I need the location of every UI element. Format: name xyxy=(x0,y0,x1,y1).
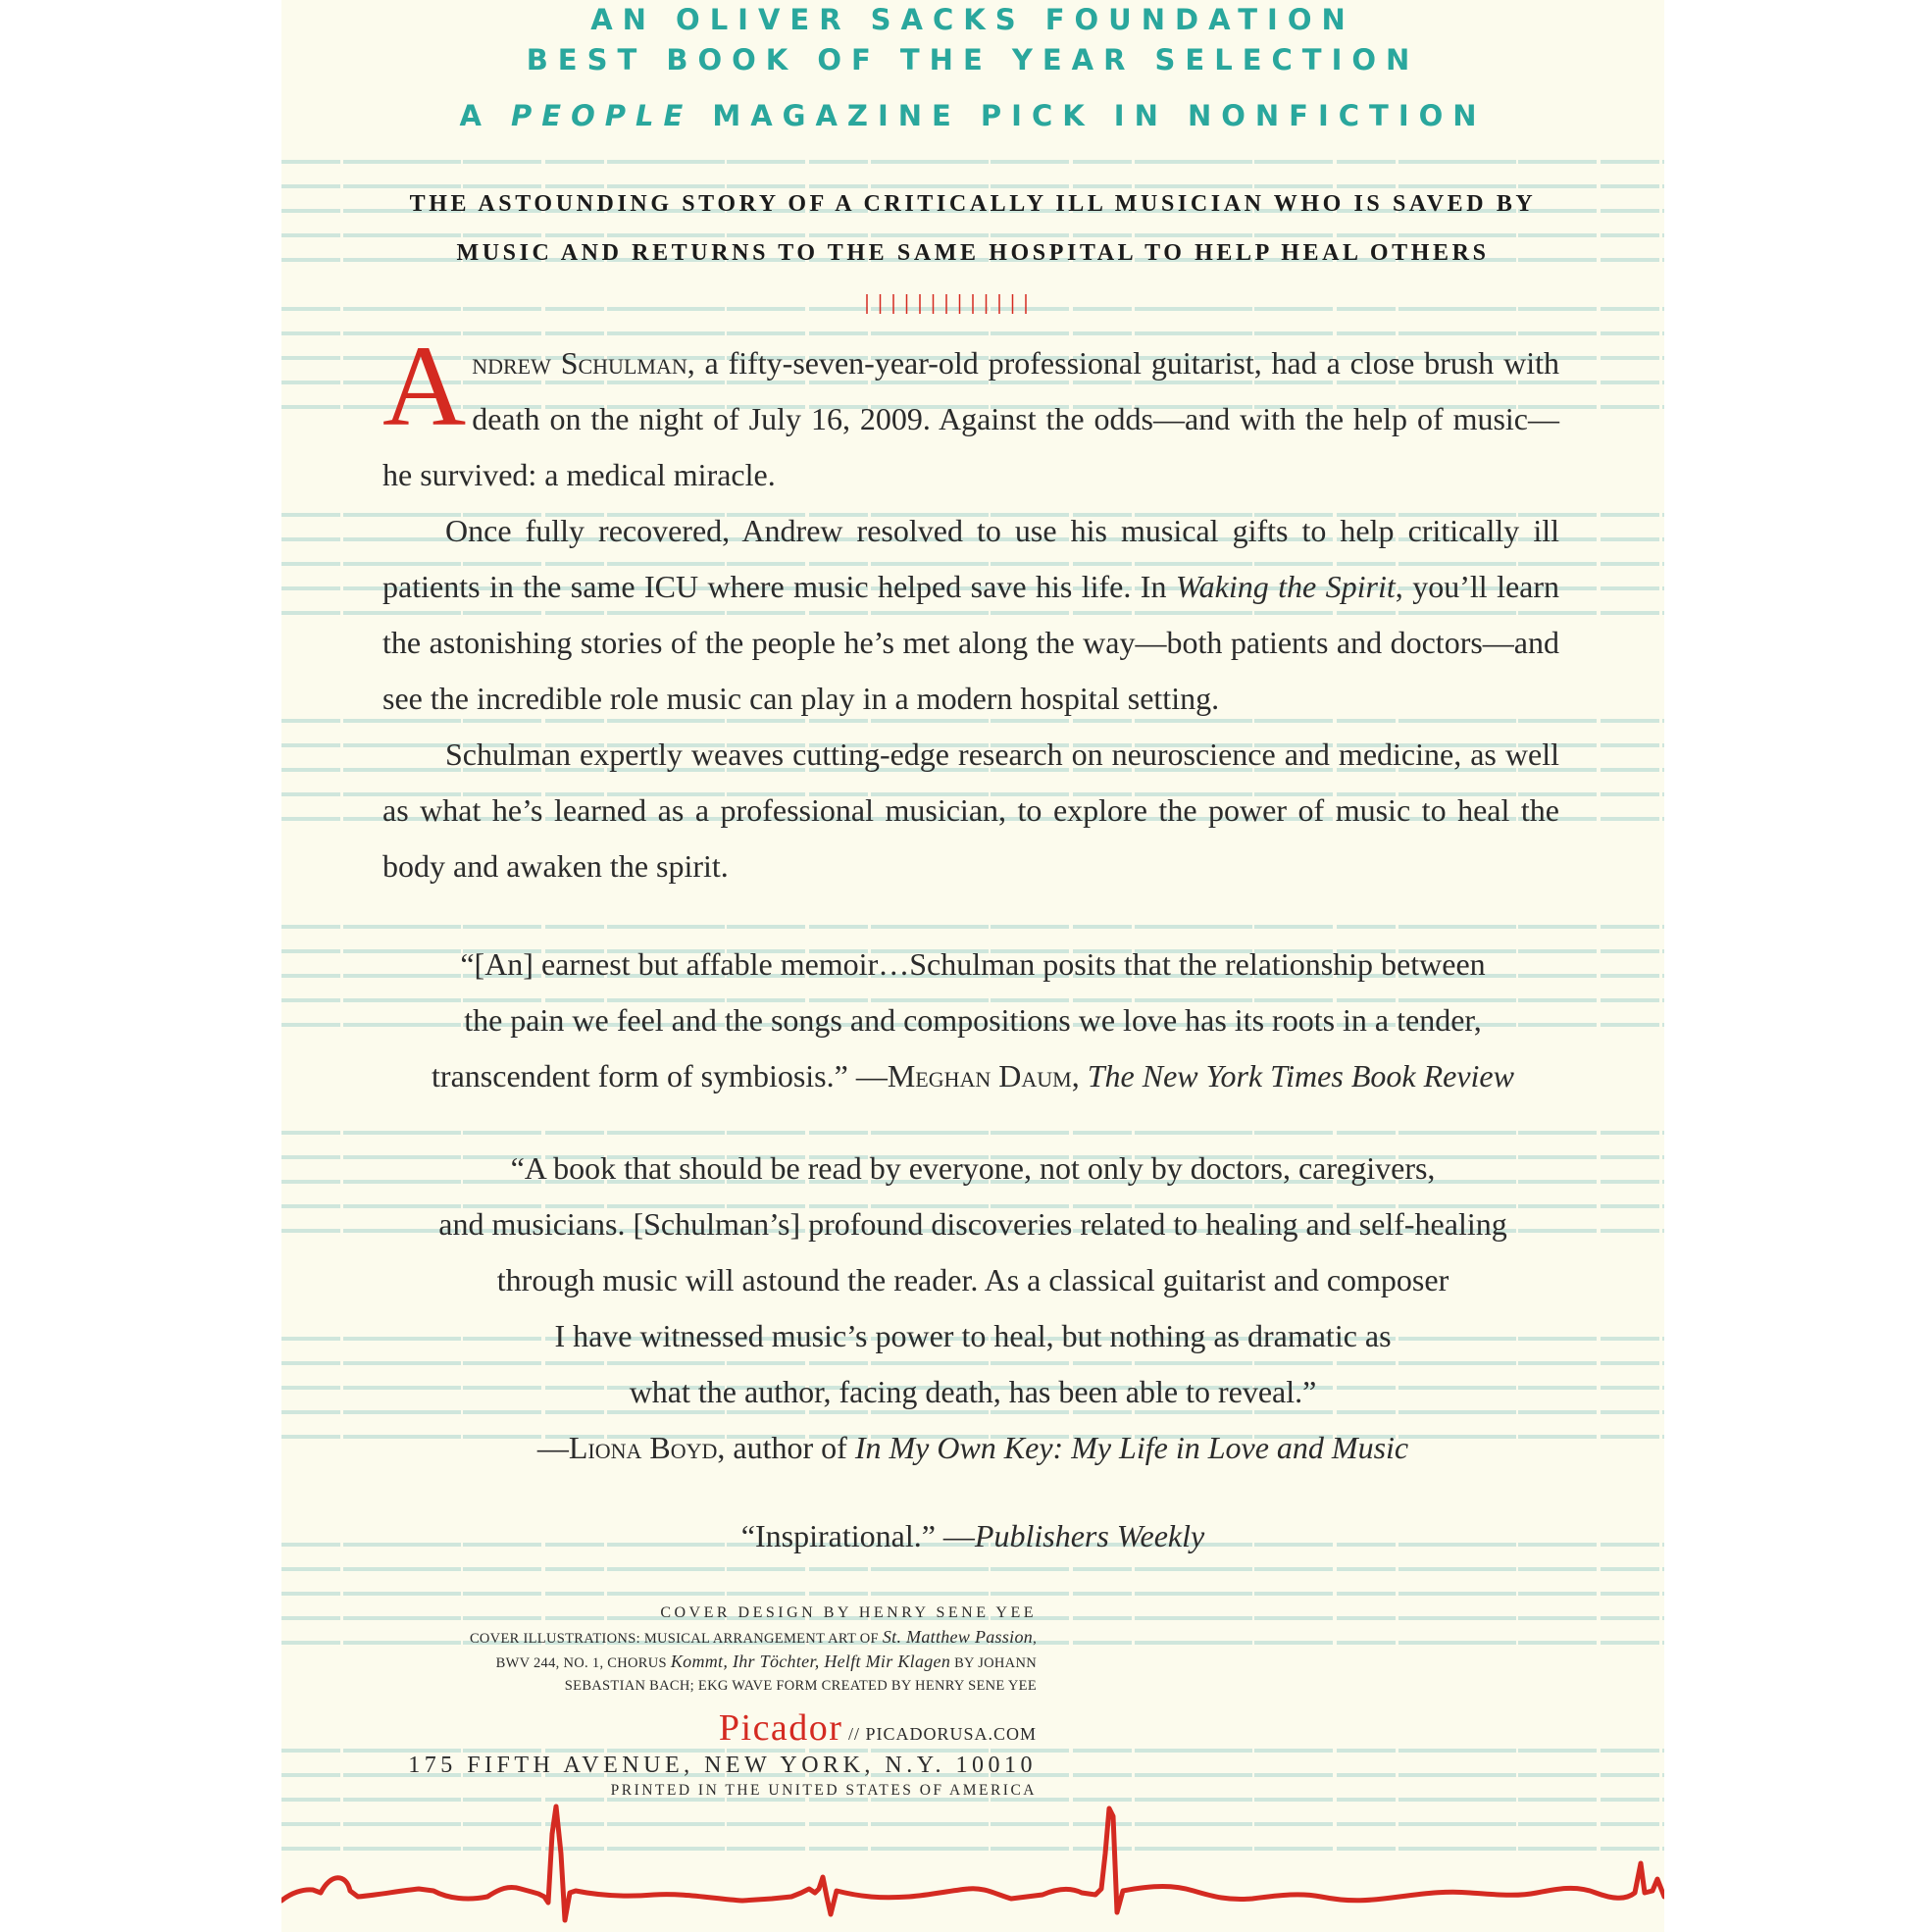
description-paragraph-1: Andrew Schulman, a fifty-seven-year-old professional guitarist, had a close brush with death on the night of July 16, 2009. Against the odds—and with the help of music—he survived: a medical miracle. xyxy=(382,322,1559,492)
review-quote-nyt: “[An] earnest but affable memoir…Schulman posits that the relationship between the pain we feel and the songs and compositions we love has its roots in a tender, transcendent form of symbiosis.” —Meghan Daum, The New York Times Book Review xyxy=(432,946,1514,1093)
review-source: The New York Times Book Review xyxy=(1087,1058,1514,1093)
cover-content xyxy=(281,0,1664,1932)
book-description xyxy=(382,322,1560,894)
award-line-people-pick: A PEOPLE MAGAZINE PICK IN NONFICTION xyxy=(459,99,1487,132)
description-paragraph-3: Schulman expertly weaves cutting-edge research on neuroscience and medicine, as well as what he’s learned as a professional musician, to explore the power of music to heal the body and awaken the spirit. xyxy=(382,737,1559,884)
tagline-line-2: MUSIC AND RETURNS TO THE SAME HOSPITAL TO HELP HEAL OTHERS xyxy=(456,240,1490,266)
author-name: ndrew Schulman xyxy=(472,345,687,381)
book-back-cover xyxy=(281,0,1664,1932)
publisher-url: // PICADORUSA.COM xyxy=(842,1724,1037,1744)
red-tick-divider xyxy=(865,292,1061,316)
award-line-best-book: BEST BOOK OF THE YEAR SELECTION xyxy=(526,43,1420,76)
publisher-address: 175 FIFTH AVENUE, NEW YORK, N.Y. 10010 xyxy=(408,1753,1037,1778)
drop-cap-letter: A xyxy=(382,322,467,450)
reviewer-name: Meghan Daum xyxy=(887,1058,1072,1093)
tagline-line-1: THE ASTOUNDING STORY OF A CRITICALLY ILL MUSICIAN WHO IS SAVED BY xyxy=(409,191,1537,217)
cover-illustration-credit: COVER ILLUSTRATIONS: MUSICAL ARRANGEMENT ART OF St. Matthew Passion, BWV 244, NO. 1, CHORUS Kommt, Ihr Töchter, Helft Mir Klagen BY JOHANN SEBASTIAN BACH; EKG WAVE FORM CREATED BY HENRY SENE YEE xyxy=(469,1627,1037,1694)
award-line-foundation: AN OLIVER SACKS FOUNDATION xyxy=(590,3,1355,36)
review-quote-boyd: “A book that should be read by everyone, not only by doctors, caregivers, and musicians. [Schulman’s] profound discoveries related to healing and self-healing through music will astound the reader. As a classical guitarist and composer I have witnessed music’s power to heal, but nothing as dramatic as what the author, facing death, has been able to reveal.” —Liona Boyd, author of In My Own Key: My Life in Love and Music xyxy=(438,1150,1507,1465)
printed-in-line: PRINTED IN THE UNITED STATES OF AMERICA xyxy=(610,1782,1037,1799)
review-quote-publishers-weekly: “Inspirational.” —Publishers Weekly xyxy=(740,1518,1205,1553)
review-source: In My Own Key: My Life in Love and Music xyxy=(854,1430,1409,1465)
publisher-logo: Picador xyxy=(718,1707,843,1749)
description-paragraph-2: Once fully recovered, Andrew resolved to use his musical gifts to help critically ill patients in the same ICU where music helped save his life. In Waking the Spirit, you’ll learn the astonishing stories of the people he’s met along the way—both patients and doctors—and see the incredible role music can play in a modern hospital setting. xyxy=(382,513,1560,716)
ekg-waveform xyxy=(281,1795,1664,1932)
ekg-line xyxy=(281,1806,1664,1920)
review-source: Publishers Weekly xyxy=(974,1518,1205,1553)
cover-design-credit: COVER DESIGN BY HENRY SENE YEE xyxy=(660,1604,1037,1621)
people-magazine-name: PEOPLE xyxy=(511,99,693,132)
book-title-mention: Waking the Spirit xyxy=(1175,569,1396,604)
reviewer-name: Liona Boyd xyxy=(568,1430,718,1465)
